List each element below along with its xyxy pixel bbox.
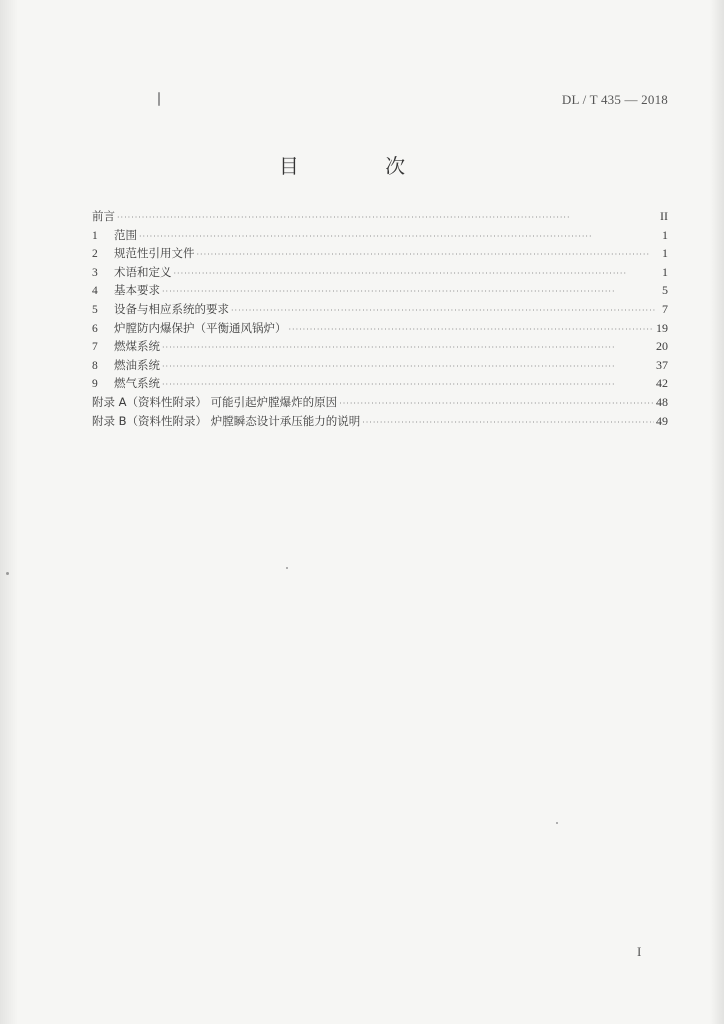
toc-title: 目 次 — [278, 154, 446, 178]
toc-entry-number: 4 — [92, 285, 98, 298]
toc-entry-page: II — [660, 209, 668, 223]
toc-entry-number: 8 — [92, 359, 98, 372]
toc-entry-label: 范围 — [114, 227, 137, 242]
toc-entry[interactable] — [92, 208, 668, 227]
toc-entry-page: 19 — [656, 320, 668, 335]
toc-entry-label: 前言 — [92, 209, 115, 223]
toc-entry-page: 7 — [662, 301, 668, 316]
toc-leader-dots — [162, 287, 656, 296]
toc-entry-number: 3 — [92, 266, 98, 279]
toc-entry[interactable] — [92, 357, 668, 376]
page-number: I — [637, 944, 642, 959]
toc-entry[interactable] — [92, 282, 668, 301]
standard-code: DL / T 435 — 2018 — [561, 92, 668, 107]
table-of-contents — [92, 208, 668, 431]
toc-entry-label: 炉膛防内爆保护（平衡通风锅炉） — [114, 320, 287, 335]
toc-entry[interactable] — [92, 301, 668, 320]
toc-entry[interactable] — [92, 245, 668, 264]
toc-entry[interactable] — [92, 227, 668, 246]
toc-leader-dots — [162, 343, 654, 352]
toc-entry-label: 设备与相应系统的要求 — [114, 301, 229, 316]
toc-entry-number: 5 — [92, 303, 98, 316]
toc-entry-number: 2 — [92, 248, 98, 261]
toc-leader-dots — [289, 325, 655, 334]
toc-entry-page: 20 — [656, 339, 668, 354]
toc-entry-label: 附录 B（资料性附录） 炉膛瞬态设计承压能力的说明 — [92, 413, 361, 428]
toc-entry-page: 1 — [662, 246, 668, 261]
toc-entry-label: 基本要求 — [114, 283, 160, 298]
toc-entry-label: 燃油系统 — [114, 357, 160, 372]
toc-entry-number: 9 — [92, 378, 98, 391]
scan-speck — [6, 572, 9, 575]
toc-entry-page: 1 — [662, 227, 668, 242]
toc-entry-label: 附录 A（资料性附录） 可能引起炉膛爆炸的原因 — [92, 394, 338, 409]
toc-leader-dots — [362, 418, 654, 427]
toc-entry-number: 7 — [92, 341, 98, 354]
toc-entry-label: 燃气系统 — [114, 376, 160, 391]
scan-speck — [556, 822, 558, 824]
toc-entry[interactable] — [92, 320, 668, 339]
toc-entry[interactable] — [92, 394, 668, 413]
toc-entry-page: 49 — [656, 413, 668, 428]
toc-entry-label: 术语和定义 — [114, 264, 172, 279]
toc-entry[interactable] — [92, 375, 668, 394]
toc-entry[interactable] — [92, 413, 668, 432]
toc-leader-dots — [162, 362, 654, 371]
toc-entry-page: 37 — [656, 357, 668, 372]
toc-leader-dots — [339, 399, 654, 408]
toc-leader-dots — [197, 250, 657, 259]
toc-entry[interactable] — [92, 338, 668, 357]
toc-entry-number: 6 — [92, 322, 98, 335]
scan-mark — [158, 92, 160, 106]
toc-entry-page: 42 — [656, 376, 668, 391]
scan-speck — [286, 567, 288, 569]
toc-entry-page: 48 — [656, 394, 668, 409]
toc-entry-page: 5 — [662, 283, 668, 298]
toc-entry-label: 燃煤系统 — [114, 339, 160, 354]
toc-leader-dots — [174, 269, 657, 278]
toc-leader-dots — [162, 380, 654, 389]
toc-entry-number: 1 — [92, 229, 98, 242]
toc-leader-dots — [117, 213, 656, 222]
toc-entry-label: 规范性引用文件 — [114, 246, 195, 261]
toc-leader-dots — [139, 232, 656, 241]
toc-leader-dots — [231, 306, 656, 315]
toc-entry-page: 1 — [662, 264, 668, 279]
toc-entry[interactable] — [92, 264, 668, 283]
